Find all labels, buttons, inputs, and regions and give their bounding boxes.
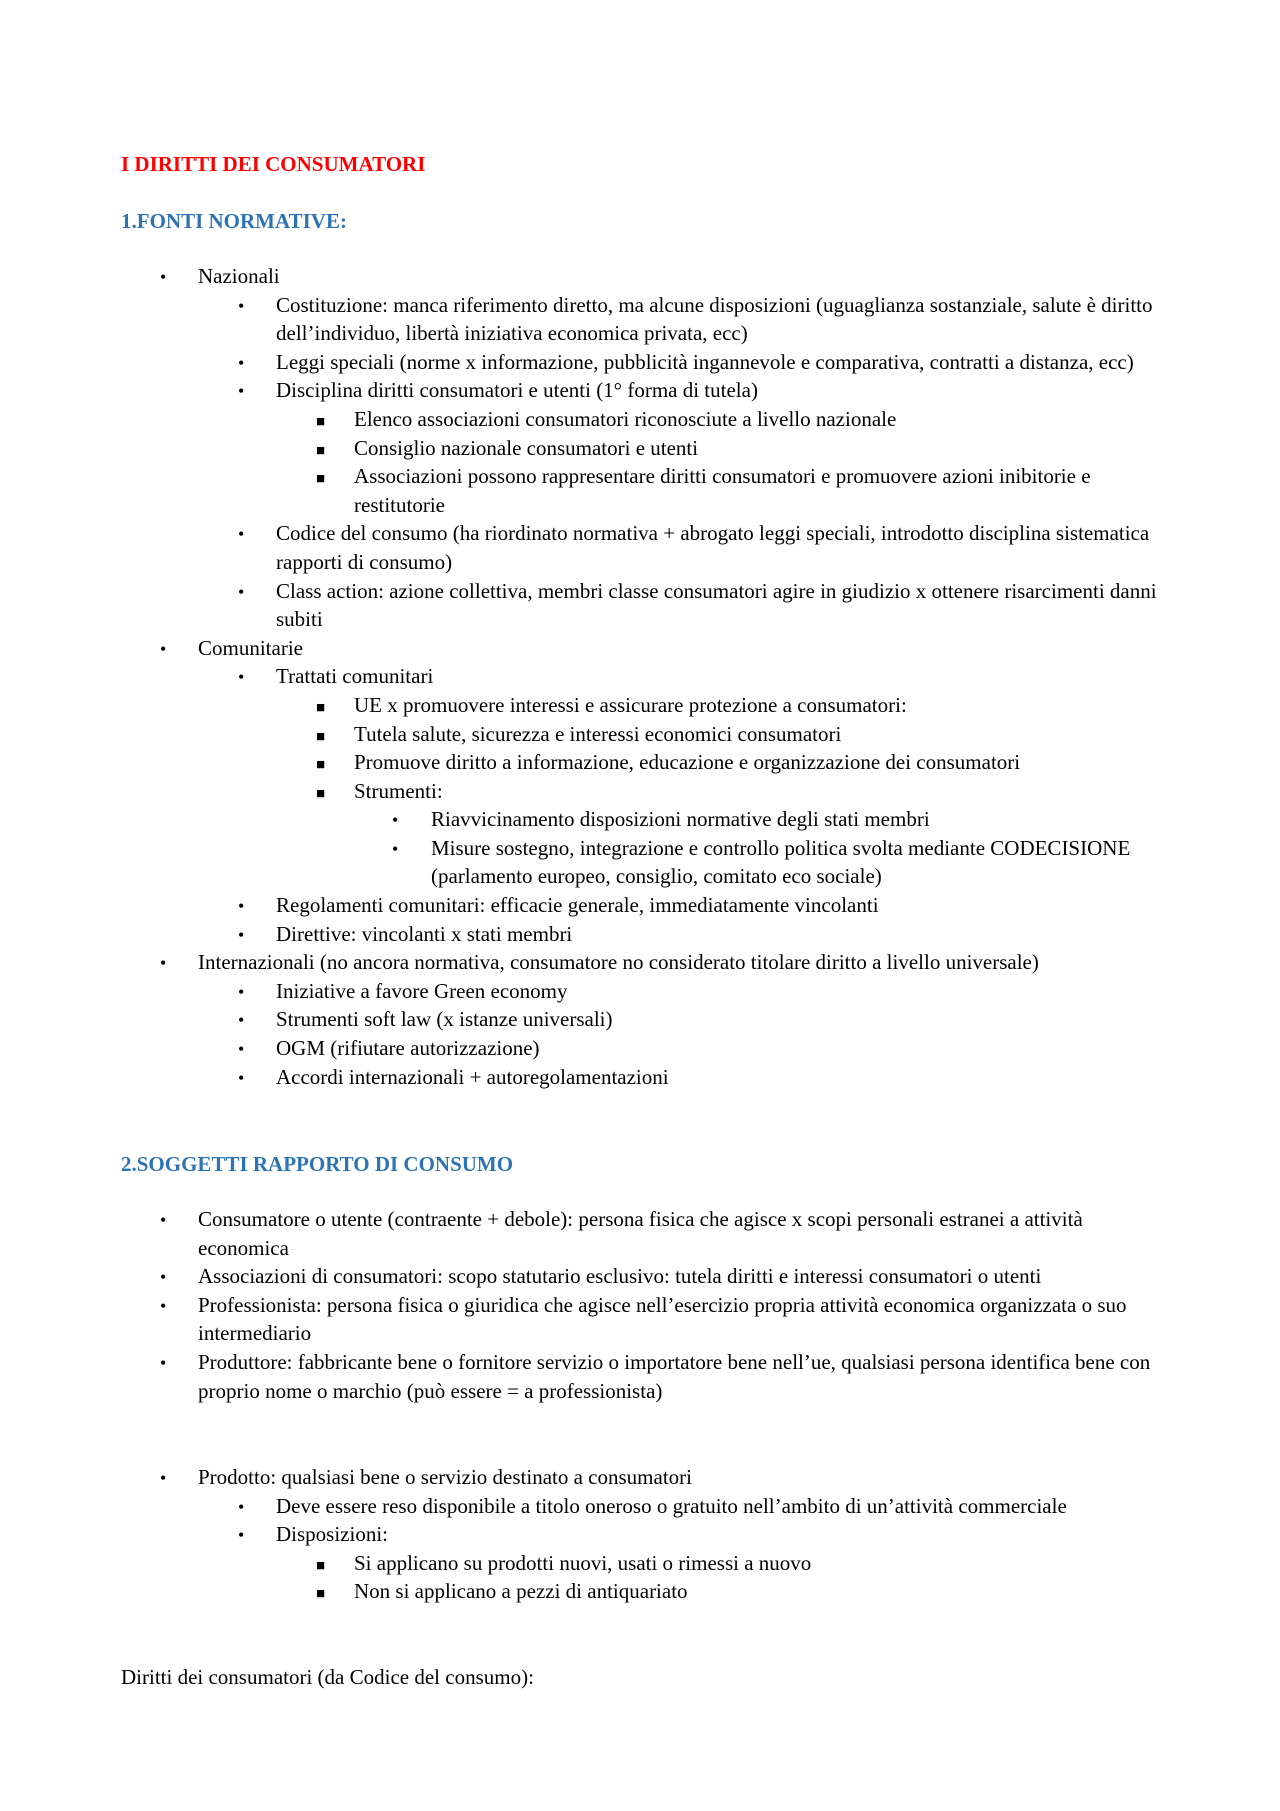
square-bullet-icon: [316, 1577, 325, 1609]
list-item: • Misure sostegno, integrazione e controllo politica svolta mediante CODECISIONE (parlamento europeo, consiglio, comitato eco sociale): [0, 834, 1280, 891]
list-item: • Codice del consumo (ha riordinato normativa + abrogato leggi speciali, introdotto disciplina sistematica rapporti di consumo): [0, 519, 1280, 576]
square-bullet-icon: [316, 1549, 325, 1581]
list-item: • Disposizioni:: [0, 1520, 1280, 1549]
page-title: I DIRITTI DEI CONSUMATORI: [121, 152, 426, 176]
bullet-icon: [238, 977, 244, 1007]
list-item: • Professionista: persona fisica o giuridica che agisce nell’esercizio propria attività economica organizzata o suo intermediario: [0, 1291, 1280, 1348]
bullet-icon: [238, 1005, 244, 1035]
bullet-icon: [160, 1262, 166, 1292]
list-item: • Direttive: vincolanti x stati membri: [0, 920, 1280, 949]
bullet-icon: [238, 662, 244, 692]
list-item: • Disciplina diritti consumatori e utenti (1° forma di tutela): [0, 376, 1280, 405]
list-item: ■ Tutela salute, sicurezza e interessi economici consumatori: [0, 720, 1280, 749]
square-bullet-icon: [316, 462, 325, 494]
fonti-normative-list: [0, 262, 1280, 1091]
list-item: ■ Consiglio nazionale consumatori e utenti: [0, 434, 1280, 463]
square-bullet-icon: [316, 748, 325, 780]
list-item: • Prodotto: qualsiasi bene o servizio destinato a consumatori: [0, 1463, 1280, 1492]
bullet-icon: [238, 348, 244, 378]
prodotto-list: [0, 1463, 1280, 1606]
list-item: • Deve essere reso disponibile a titolo oneroso o gratuito nell’ambito di un’attività commerciale: [0, 1492, 1280, 1521]
list-item: • OGM (rifiutare autorizzazione): [0, 1034, 1280, 1063]
list-item: • Nazionali: [0, 262, 1280, 291]
bullet-icon: [160, 1205, 166, 1235]
bullet-icon: [238, 376, 244, 406]
bullet-icon: [238, 1063, 244, 1093]
list-item: • Leggi speciali (norme x informazione, pubblicità ingannevole e comparativa, contratti a distanza, ecc): [0, 348, 1280, 377]
list-item: ■ Associazioni possono rappresentare diritti consumatori e promuovere azioni inibitorie e restitutorie: [0, 462, 1280, 519]
list-item: ■ Non si applicano a pezzi di antiquariato: [0, 1577, 1280, 1606]
bullet-icon: [238, 1520, 244, 1550]
list-item: • Internazionali (no ancora normativa, consumatore no considerato titolare diritto a livello universale): [0, 948, 1280, 977]
bullet-icon: [392, 834, 398, 864]
bullet-icon: [160, 1291, 166, 1321]
bullet-icon: [238, 519, 244, 549]
soggetti-list: [0, 1205, 1280, 1405]
list-item: • Associazioni di consumatori: scopo statutario esclusivo: tutela diritti e interessi consumatori o utenti: [0, 1262, 1280, 1291]
list-item: • Consumatore o utente (contraente + debole): persona fisica che agisce x scopi personali estranei a attività economica: [0, 1205, 1280, 1262]
bullet-icon: [160, 1463, 166, 1493]
section-heading-soggetti: 2.SOGGETTI RAPPORTO DI CONSUMO: [121, 1152, 514, 1176]
bullet-icon: [160, 948, 166, 978]
bullet-icon: [160, 262, 166, 292]
bullet-icon: [238, 1034, 244, 1064]
square-bullet-icon: [316, 777, 325, 809]
bullet-icon: [160, 634, 166, 664]
list-item: ■ Si applicano su prodotti nuovi, usati o rimessi a nuovo: [0, 1549, 1280, 1578]
square-bullet-icon: [316, 434, 325, 466]
square-bullet-icon: [316, 691, 325, 723]
bullet-icon: [238, 920, 244, 950]
bullet-icon: [238, 291, 244, 321]
list-item: • Riavvicinamento disposizioni normative degli stati membri: [0, 805, 1280, 834]
bullet-icon: [238, 1492, 244, 1522]
list-item: • Class action: azione collettiva, membri classe consumatori agire in giudizio x ottenere risarcimenti danni subiti: [0, 577, 1280, 634]
list-item: ■ Elenco associazioni consumatori riconosciute a livello nazionale: [0, 405, 1280, 434]
list-item: ■ Promuove diritto a informazione, educazione e organizzazione dei consumatori: [0, 748, 1280, 777]
list-item: • Costituzione: manca riferimento diretto, ma alcune disposizioni (uguaglianza sostanziale, salute è diritto dell’individuo, libertà iniziativa economica privata, ecc): [0, 291, 1280, 348]
square-bullet-icon: [316, 720, 325, 752]
list-item: • Accordi internazionali + autoregolamentazioni: [0, 1063, 1280, 1092]
bullet-icon: [392, 805, 398, 835]
list-item: • Iniziative a favore Green economy: [0, 977, 1280, 1006]
list-item: • Regolamenti comunitari: efficacie generale, immediatamente vincolanti: [0, 891, 1280, 920]
list-item: • Comunitarie: [0, 634, 1280, 663]
list-item: ■ Strumenti:: [0, 777, 1280, 806]
list-item: • Trattati comunitari: [0, 662, 1280, 691]
bullet-icon: [238, 891, 244, 921]
closing-line: Diritti dei consumatori (da Codice del consumo):: [121, 1665, 534, 1689]
bullet-icon: [238, 577, 244, 607]
list-item: ■ UE x promuovere interessi e assicurare protezione a consumatori:: [0, 691, 1280, 720]
list-item: • Strumenti soft law (x istanze universali): [0, 1005, 1280, 1034]
list-item: • Produttore: fabbricante bene o fornitore servizio o importatore bene nell’ue, qualsiasi persona identifica bene con proprio nome o marchio (può essere = a professionista): [0, 1348, 1280, 1405]
bullet-icon: [160, 1348, 166, 1378]
section-heading-fonti-normative: 1.FONTI NORMATIVE:: [121, 209, 347, 233]
square-bullet-icon: [316, 405, 325, 437]
